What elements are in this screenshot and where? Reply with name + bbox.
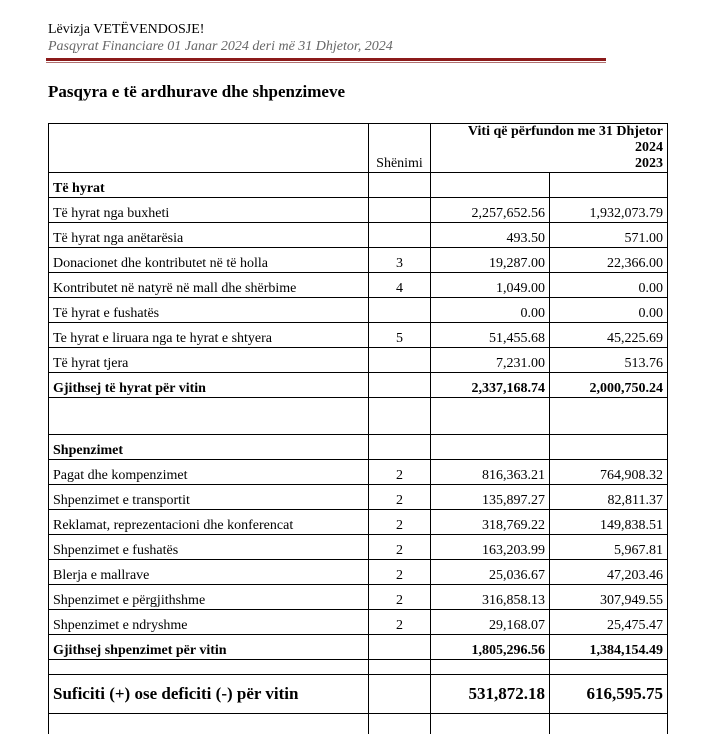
line-item-label: Shpenzimet e ndryshme bbox=[49, 610, 369, 635]
section-heading-row bbox=[49, 435, 668, 460]
total-label: Gjithsej të hyrat për vitin bbox=[49, 373, 369, 398]
empty-cell bbox=[550, 398, 668, 435]
value-2023: 1,932,073.79 bbox=[550, 198, 668, 223]
line-item-label: Shpenzimet e transportit bbox=[49, 485, 369, 510]
value-2024: 316,858.13 bbox=[431, 585, 550, 610]
note-ref: 2 bbox=[369, 585, 431, 610]
table-row bbox=[49, 273, 668, 298]
value-2023: 47,203.46 bbox=[550, 560, 668, 585]
value-2024: 318,769.22 bbox=[431, 510, 550, 535]
line-item-label: Kontributet në natyrë në mall dhe shërbime bbox=[49, 273, 369, 298]
empty-cell bbox=[550, 660, 668, 675]
value-2024: 25,036.67 bbox=[431, 560, 550, 585]
section-heading: Të hyrat bbox=[49, 173, 369, 198]
note-ref bbox=[369, 348, 431, 373]
note-ref: 3 bbox=[369, 248, 431, 273]
empty-cell bbox=[431, 435, 550, 460]
section-heading: Shpenzimet bbox=[49, 435, 369, 460]
value-2024: 163,203.99 bbox=[431, 535, 550, 560]
value-2023: 513.76 bbox=[550, 348, 668, 373]
total-row bbox=[49, 635, 668, 660]
table-row bbox=[49, 610, 668, 635]
value-2024: 2,257,652.56 bbox=[431, 198, 550, 223]
period-label: Viti që përfundon me 31 Dhjetor bbox=[435, 124, 663, 140]
total-2023: 1,384,154.49 bbox=[550, 635, 668, 660]
empty-cell bbox=[49, 714, 369, 734]
empty-cell bbox=[369, 398, 431, 435]
year-2024-header: 2024 bbox=[549, 140, 663, 156]
organization-name: Lëvizja VETËVENDOSJE! bbox=[48, 22, 204, 38]
statement-title: Pasqyra e të ardhurave dhe shpenzimeve bbox=[48, 82, 345, 102]
line-item-label: Të hyrat nga anëtarësia bbox=[49, 223, 369, 248]
note-ref: 2 bbox=[369, 560, 431, 585]
line-item-label: Shpenzimet e fushatës bbox=[49, 535, 369, 560]
note-ref: 2 bbox=[369, 510, 431, 535]
total-row bbox=[49, 373, 668, 398]
empty-cell bbox=[431, 660, 550, 675]
spacer-row bbox=[49, 398, 668, 435]
value-2024: 29,168.07 bbox=[431, 610, 550, 635]
note-ref bbox=[369, 223, 431, 248]
year-2023-header: 2023 bbox=[548, 156, 663, 172]
value-2023: 82,811.37 bbox=[550, 485, 668, 510]
value-2024: 51,455.68 bbox=[431, 323, 550, 348]
value-2023: 25,475.47 bbox=[550, 610, 668, 635]
empty-cell bbox=[49, 660, 369, 675]
value-2023: 45,225.69 bbox=[550, 323, 668, 348]
line-item-label: Te hyrat e liruara nga te hyrat e shtyera bbox=[49, 323, 369, 348]
value-2023: 571.00 bbox=[550, 223, 668, 248]
empty-cell bbox=[550, 714, 668, 734]
notes-column-header: Shënimi bbox=[369, 124, 431, 173]
table-row bbox=[49, 585, 668, 610]
note-ref: 2 bbox=[369, 610, 431, 635]
total-2023: 2,000,750.24 bbox=[550, 373, 668, 398]
empty-cell bbox=[369, 435, 431, 460]
value-2024: 493.50 bbox=[431, 223, 550, 248]
line-item-label: Donacionet dhe kontributet në të holla bbox=[49, 248, 369, 273]
result-2023: 616,595.75 bbox=[550, 675, 668, 714]
line-item-label: Të hyrat tjera bbox=[49, 348, 369, 373]
table-header-row bbox=[49, 124, 668, 173]
total-2024: 1,805,296.56 bbox=[431, 635, 550, 660]
table-row bbox=[49, 535, 668, 560]
result-2024: 531,872.18 bbox=[431, 675, 550, 714]
header-label-cell bbox=[49, 124, 369, 173]
income-expense-table bbox=[48, 123, 668, 734]
value-2023: 22,366.00 bbox=[550, 248, 668, 273]
value-2023: 764,908.32 bbox=[550, 460, 668, 485]
line-item-label: Shpenzimet e përgjithshme bbox=[49, 585, 369, 610]
table-row bbox=[49, 248, 668, 273]
note-ref bbox=[369, 298, 431, 323]
line-item-label: Të hyrat nga buxheti bbox=[49, 198, 369, 223]
line-item-label: Pagat dhe kompenzimet bbox=[49, 460, 369, 485]
header-divider bbox=[46, 58, 606, 61]
table-row bbox=[49, 460, 668, 485]
note-ref: 2 bbox=[369, 460, 431, 485]
table-row bbox=[49, 510, 668, 535]
total-2024: 2,337,168.74 bbox=[431, 373, 550, 398]
note-ref bbox=[369, 198, 431, 223]
empty-cell bbox=[431, 714, 550, 734]
value-2024: 0.00 bbox=[431, 298, 550, 323]
empty-cell bbox=[431, 173, 550, 198]
table-row bbox=[49, 298, 668, 323]
value-2023: 307,949.55 bbox=[550, 585, 668, 610]
section-heading-row bbox=[49, 173, 668, 198]
spacer-row bbox=[49, 660, 668, 675]
tail-row bbox=[49, 714, 668, 734]
line-item-label: Blerja e mallrave bbox=[49, 560, 369, 585]
table-row bbox=[49, 223, 668, 248]
empty-cell bbox=[49, 398, 369, 435]
result-row bbox=[49, 675, 668, 714]
empty-cell bbox=[369, 675, 431, 714]
empty-cell bbox=[369, 373, 431, 398]
note-ref: 2 bbox=[369, 535, 431, 560]
note-ref: 4 bbox=[369, 273, 431, 298]
table-row bbox=[49, 560, 668, 585]
value-2024: 19,287.00 bbox=[431, 248, 550, 273]
report-period: Pasqyrat Financiare 01 Janar 2024 deri më 31 Dhjetor, 2024 bbox=[48, 39, 393, 55]
empty-cell bbox=[369, 660, 431, 675]
empty-cell bbox=[369, 714, 431, 734]
result-label: Suficiti (+) ose deficiti (-) për vitin bbox=[49, 675, 369, 714]
value-2023: 149,838.51 bbox=[550, 510, 668, 535]
value-2024: 1,049.00 bbox=[431, 273, 550, 298]
line-item-label: Të hyrat e fushatës bbox=[49, 298, 369, 323]
value-2023: 0.00 bbox=[550, 298, 668, 323]
value-2024: 135,897.27 bbox=[431, 485, 550, 510]
empty-cell bbox=[369, 173, 431, 198]
header-divider-thin bbox=[46, 62, 606, 63]
year-columns-header bbox=[431, 124, 668, 173]
line-item-label: Reklamat, reprezentacioni dhe konferencat bbox=[49, 510, 369, 535]
empty-cell bbox=[369, 635, 431, 660]
value-2024: 816,363.21 bbox=[431, 460, 550, 485]
empty-cell bbox=[550, 173, 668, 198]
table-row bbox=[49, 198, 668, 223]
table-row bbox=[49, 323, 668, 348]
note-ref: 2 bbox=[369, 485, 431, 510]
empty-cell bbox=[431, 398, 550, 435]
note-ref: 5 bbox=[369, 323, 431, 348]
table-row bbox=[49, 348, 668, 373]
value-2024: 7,231.00 bbox=[431, 348, 550, 373]
value-2023: 0.00 bbox=[550, 273, 668, 298]
total-label: Gjithsej shpenzimet për vitin bbox=[49, 635, 369, 660]
value-2023: 5,967.81 bbox=[550, 535, 668, 560]
table-row bbox=[49, 485, 668, 510]
empty-cell bbox=[550, 435, 668, 460]
